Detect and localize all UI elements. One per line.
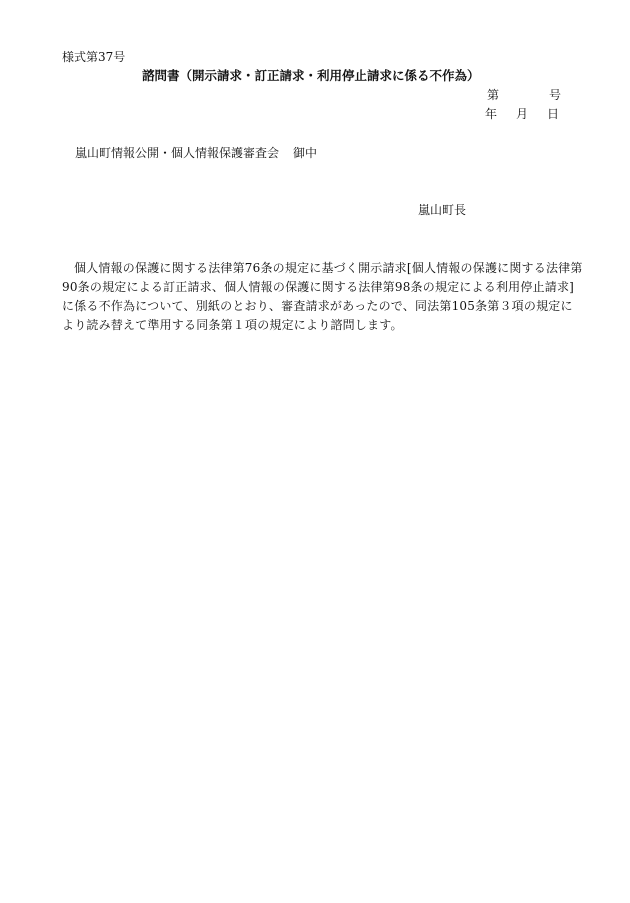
reference-prefix: 第 — [487, 88, 500, 102]
form-number: 様式第37号 — [62, 50, 126, 64]
addressee-honorific: 御中 — [293, 146, 318, 160]
sender: 嵐山町長 — [418, 203, 467, 217]
reference-suffix: 号 — [549, 88, 562, 102]
document-title: 諮問書（開示請求・訂正請求・利用停止請求に係る不作為） — [142, 68, 480, 83]
date-year: 年 — [485, 107, 498, 121]
date-day: 日 — [547, 107, 560, 121]
addressee — [75, 145, 317, 161]
date-month: 月 — [516, 107, 529, 121]
body-text: 個人情報の保護に関する法律第76条の規定に基づく開示請求[個人情報の保護に関する法律第90条の規定による訂正請求、個人情報の保護に関する法律第98条の規定による利用停止請求] に係る不作為について、別紙のとおり、審査請求があったので、同法第105条第３項の規定により読み替えて準用する同条第１項の規定により諮問します。 — [62, 261, 583, 332]
addressee-name: 嵐山町情報公開・個人情報保護審査会 — [75, 146, 280, 160]
